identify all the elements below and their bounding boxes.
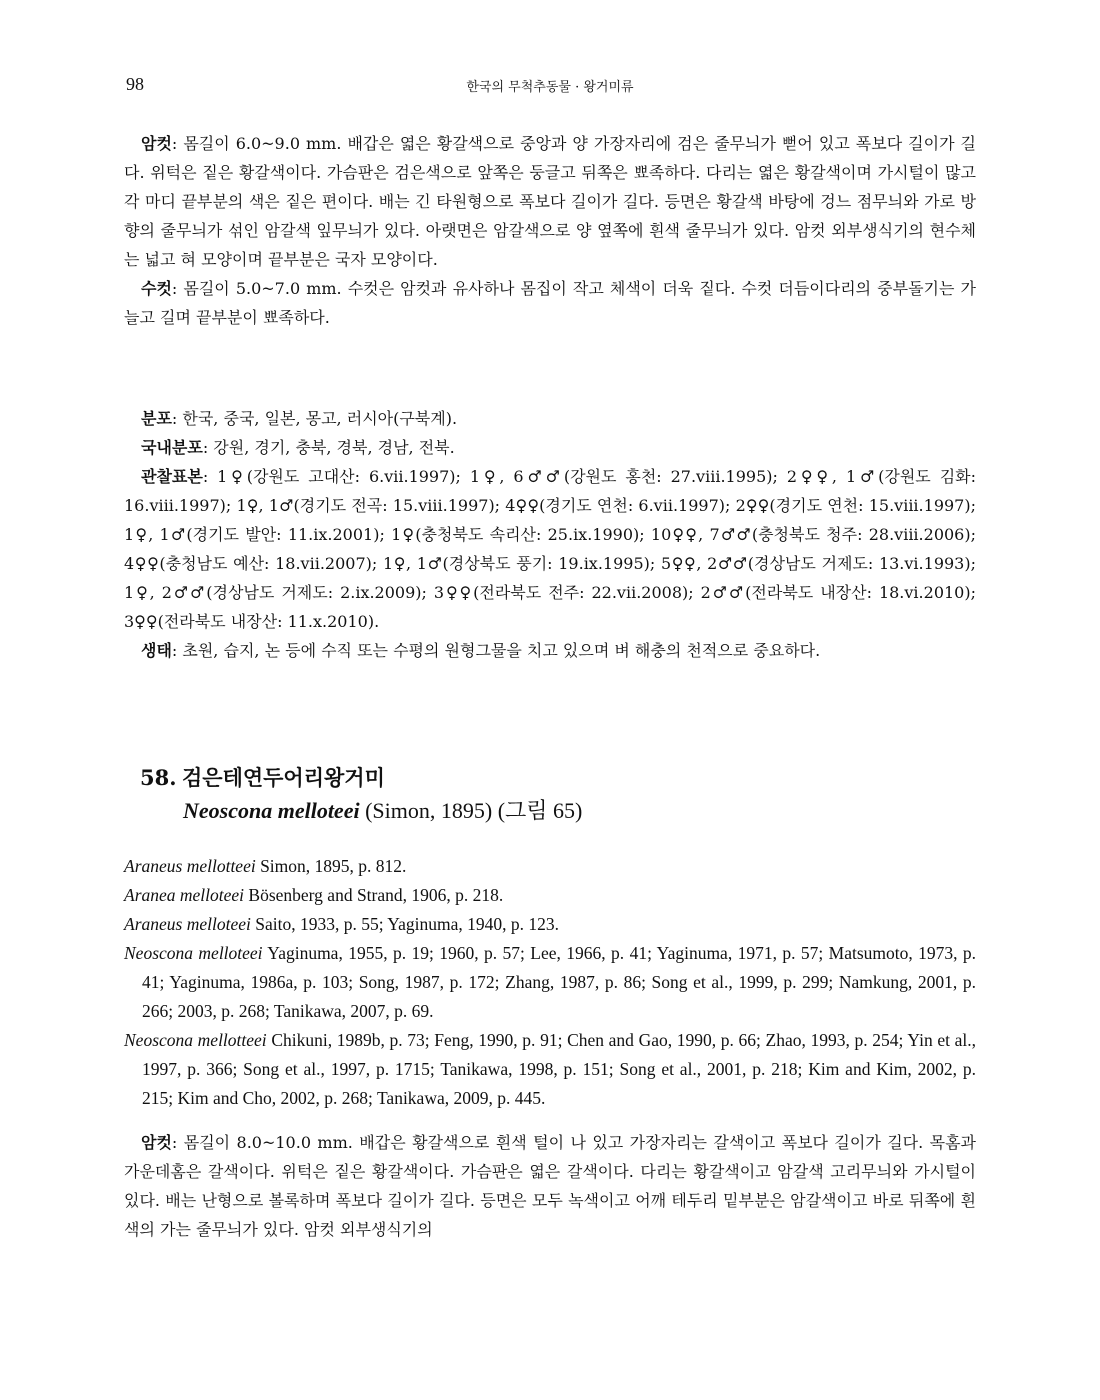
synonym-entry — [124, 1026, 976, 1113]
species-female-text: : 몸길이 8.0~10.0 mm. 배갑은 황갈색으로 흰색 털이 나 있고 가장자리는 갈색이고 폭보다 길이가 길다. 목홈과 가운데홈은 갈색이다. 위턱은 짙은 황갈색이다. 가슴판은 엷은 갈색이다. 다리는 황갈색이고 암갈색 고리무늬와 가시털이 있다. 배는 난형으로 볼록하며 폭보다 길이가 길다. 등면은 모두 녹색이고 어깨 테두리 밑부분은 암갈색이고 바로 뒤쪽에 흰색의 가는 줄무늬가 있다. 암컷 외부생식기의 — [124, 1133, 976, 1239]
synonym-name: Neoscona melloteei — [124, 943, 263, 963]
domestic-distribution-text: : 강원, 경기, 충북, 경북, 경남, 전북. — [202, 438, 455, 457]
female-description — [124, 129, 976, 274]
female-text: : 몸길이 6.0~9.0 mm. 배갑은 엷은 황갈색으로 중앙과 양 가장자리에 검은 줄무늬가 뻗어 있고 폭보다 길이가 길다. 위턱은 짙은 황갈색이다. 가슴판은 검은색으로 앞쪽은 둥글고 뒤쪽은 뾰족하다. 다리는 엷은 황갈색이며 가시털이 많고 각 마디 끝부분의 색은 짙은 편이다. 배는 긴 타원형으로 폭보다 길이가 길다. 등면은 황갈색 바탕에 겅느 점무늬와 가로 방향의 줄무늬가 섞인 암갈색 잎무늬가 있다. 아랫면은 암갈색으로 양 옆쪽에 흰색 줄무늬가 있다. 암컷 외부생식기의 현수체는 넓고 혀 모양이며 끝부분은 국자 모양이다. — [124, 134, 976, 269]
synonym-reference: Saito, 1933, p. 55; Yaginuma, 1940, p. 123. — [250, 914, 560, 934]
species-number: 58. — [140, 765, 177, 790]
species-title — [140, 762, 582, 794]
synonym-name: Araneus melloteei — [124, 914, 251, 934]
ecology-label: 생태 — [141, 641, 172, 660]
species-author: (Simon, 1895) (그림 65) — [359, 798, 583, 823]
species-female-description — [124, 1128, 976, 1244]
synonym-name: Neoscona mellotteei — [124, 1030, 267, 1050]
domestic-distribution-label: 국내분포 — [141, 438, 203, 457]
specimens-label: 관찰표본 — [141, 467, 203, 486]
male-description — [124, 274, 976, 332]
specimens-paragraph — [124, 462, 976, 636]
synonym-reference: Chikuni, 1989b, p. 73; Feng, 1990, p. 91; Chen and Gao, 1990, p. 66; Zhao, 1993, p. 254; Yin et al., 1997, p. 366; Song et al., 1997, p. 1715; Tanikawa, 1998, p. 151; Song et al., 2001, p. 218; Kim and Kim, 2002, p. 215; Kim and Cho, 2002, p. 268; Tanikawa, 2009, p. 445. — [142, 1030, 976, 1108]
previous-species-description — [124, 129, 976, 332]
running-title: 한국의 무척추동물 · 왕거미류 — [466, 80, 634, 95]
species-female-label: 암컷 — [141, 1133, 172, 1152]
domestic-distribution-paragraph — [124, 433, 976, 462]
synonym-name: Aranea melloteei — [124, 885, 245, 905]
species-heading — [140, 762, 582, 828]
synonym-entry — [124, 852, 976, 881]
synonym-list — [124, 852, 976, 1113]
synonym-entry — [124, 881, 976, 910]
page-header — [126, 74, 974, 98]
synonym-reference: Bösenberg and Strand, 1906, p. 218. — [244, 885, 504, 905]
species-scientific-name: Neoscona melloteei — [183, 798, 360, 823]
page-number: 98 — [126, 74, 144, 94]
female-label: 암컷 — [141, 134, 172, 153]
species-scientific-line — [183, 794, 582, 828]
synonym-reference: Simon, 1895, p. 812. — [255, 856, 407, 876]
male-label: 수컷 — [141, 279, 172, 298]
synonym-entry — [124, 910, 976, 939]
synonym-reference: Yaginuma, 1955, p. 19; 1960, p. 57; Lee, 1966, p. 41; Yaginuma, 1971, p. 57; Matsumoto, 1973, p. 41; Yaginuma, 1986a, p. 103; Song, 1987, p. 172; Zhang, 1987, p. 86; Song et al., 1999, p. 299; Namkung, 2001, p. 266; 2003, p. 268; Tanikawa, 2007, p. 69. — [142, 943, 977, 1021]
species-korean-name: 검은테연두어리왕거미 — [182, 765, 385, 790]
previous-species-records — [124, 404, 976, 665]
synonym-entry — [124, 939, 976, 1026]
distribution-paragraph — [124, 404, 976, 433]
specimens-text: : 1♀(강원도 고대산: 6.vii.1997); 1♀, 6♂♂(강원도 홍천: 27.viii.1995); 2♀♀, 1♂(강원도 김화: 16.viii.1997); 1♀, 1♂(경기도 전곡: 15.viii.1997); 4♀♀(경기도 연천: 6.vii.1997); 2♀♀(경기도 연천: 15.viii.1997); 1♀, 1♂(경기도 발안: 11.ix.2001); 1♀(충청북도 속리산: 25.ix.1990); 10♀♀, 7♂♂(충청북도 청주: 28.viii.2006); 4♀♀(충청남도 예산: 18.vii.2007); 1♀, 1♂(경상북도 풍기: 19.ix.1995); 5♀♀, 2♂♂(경상남도 거제도: 13.vi.1993); 1♀, 2♂♂(경상남도 거제도: 2.ix.2009); 3♀♀(전라북도 전주: 22.vii.2008); 2♂♂(전라북도 내장산: 18.vi.2010); 3♀♀(전라북도 내장산: 11.x.2010). — [124, 467, 976, 631]
male-text: : 몸길이 5.0~7.0 mm. 수컷은 암컷과 유사하나 몸집이 작고 체색이 더욱 짙다. 수컷 더듬이다리의 중부돌기는 가늘고 길며 끝부분이 뾰족하다. — [124, 279, 976, 327]
synonym-name: Araneus mellotteei — [124, 856, 256, 876]
distribution-text: : 한국, 중국, 일본, 몽고, 러시아(구북계). — [171, 409, 458, 428]
species-description — [124, 1128, 976, 1244]
ecology-paragraph — [124, 636, 976, 665]
distribution-label: 분포 — [141, 409, 172, 428]
ecology-text: : 초원, 습지, 논 등에 수직 또는 수평의 원형그물을 치고 있으며 벼 해충의 천적으로 중요하다. — [171, 641, 821, 660]
